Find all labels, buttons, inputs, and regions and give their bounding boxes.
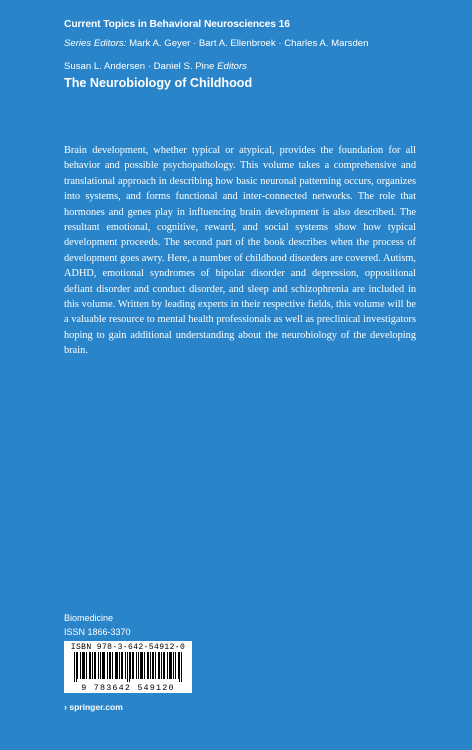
series-editors-names: Mark A. Geyer · Bart A. Ellenbroek · Charles A. Marsden (129, 38, 369, 49)
arrow-icon: › (64, 702, 67, 712)
book-editors-role: Editors (217, 61, 247, 72)
book-editors (64, 61, 247, 72)
barcode-bars-icon (74, 652, 182, 682)
isbn-label: ISBN 978-3-642-54912-0 (70, 643, 186, 652)
book-title: The Neurobiology of Childhood (64, 76, 253, 90)
publisher-url-text: springer.com (69, 702, 123, 712)
blurb-text: Brain development, whether typical or atypical, provides the foundation for all behavior and possible psychopathology. This volume takes a comprehensive and translational approach in describing how basic neuronal patterning occurs, organizes into systems, and forms functional and inter-connected networks. The role that hormones and genes play in influencing brain development is also described. The resultant emotional, cognitive, reward, and social systems show how typical development proceeds. The second part of the book describes when the process of development goes awry. Here, a number of childhood disorders are covered. Autism, ADHD, emotional syndromes of bipolar disorder and depression, oppositional defiant disorder and conduct disorder, and sleep and schizophrenia are included in this volume. Written by leading experts in their respective fields, this volume will be a valuable resource to mental health professionals as well as preclinical investigators hoping to gain additional understanding about the neurobiology of the developing brain. (64, 145, 416, 357)
barcode-digits: 9 783642 549120 (81, 683, 175, 693)
series-title: Current Topics in Behavioral Neurosciences 16 (64, 19, 290, 30)
series-editors-label: Series Editors: (64, 38, 127, 49)
barcode (64, 641, 192, 693)
issn-label: ISSN 1866-3370 (64, 627, 131, 637)
subject-label: Biomedicine (64, 613, 114, 623)
publisher-url (64, 702, 123, 712)
book-editors-names: Susan L. Andersen · Daniel S. Pine (64, 61, 215, 72)
series-editors (64, 38, 368, 49)
